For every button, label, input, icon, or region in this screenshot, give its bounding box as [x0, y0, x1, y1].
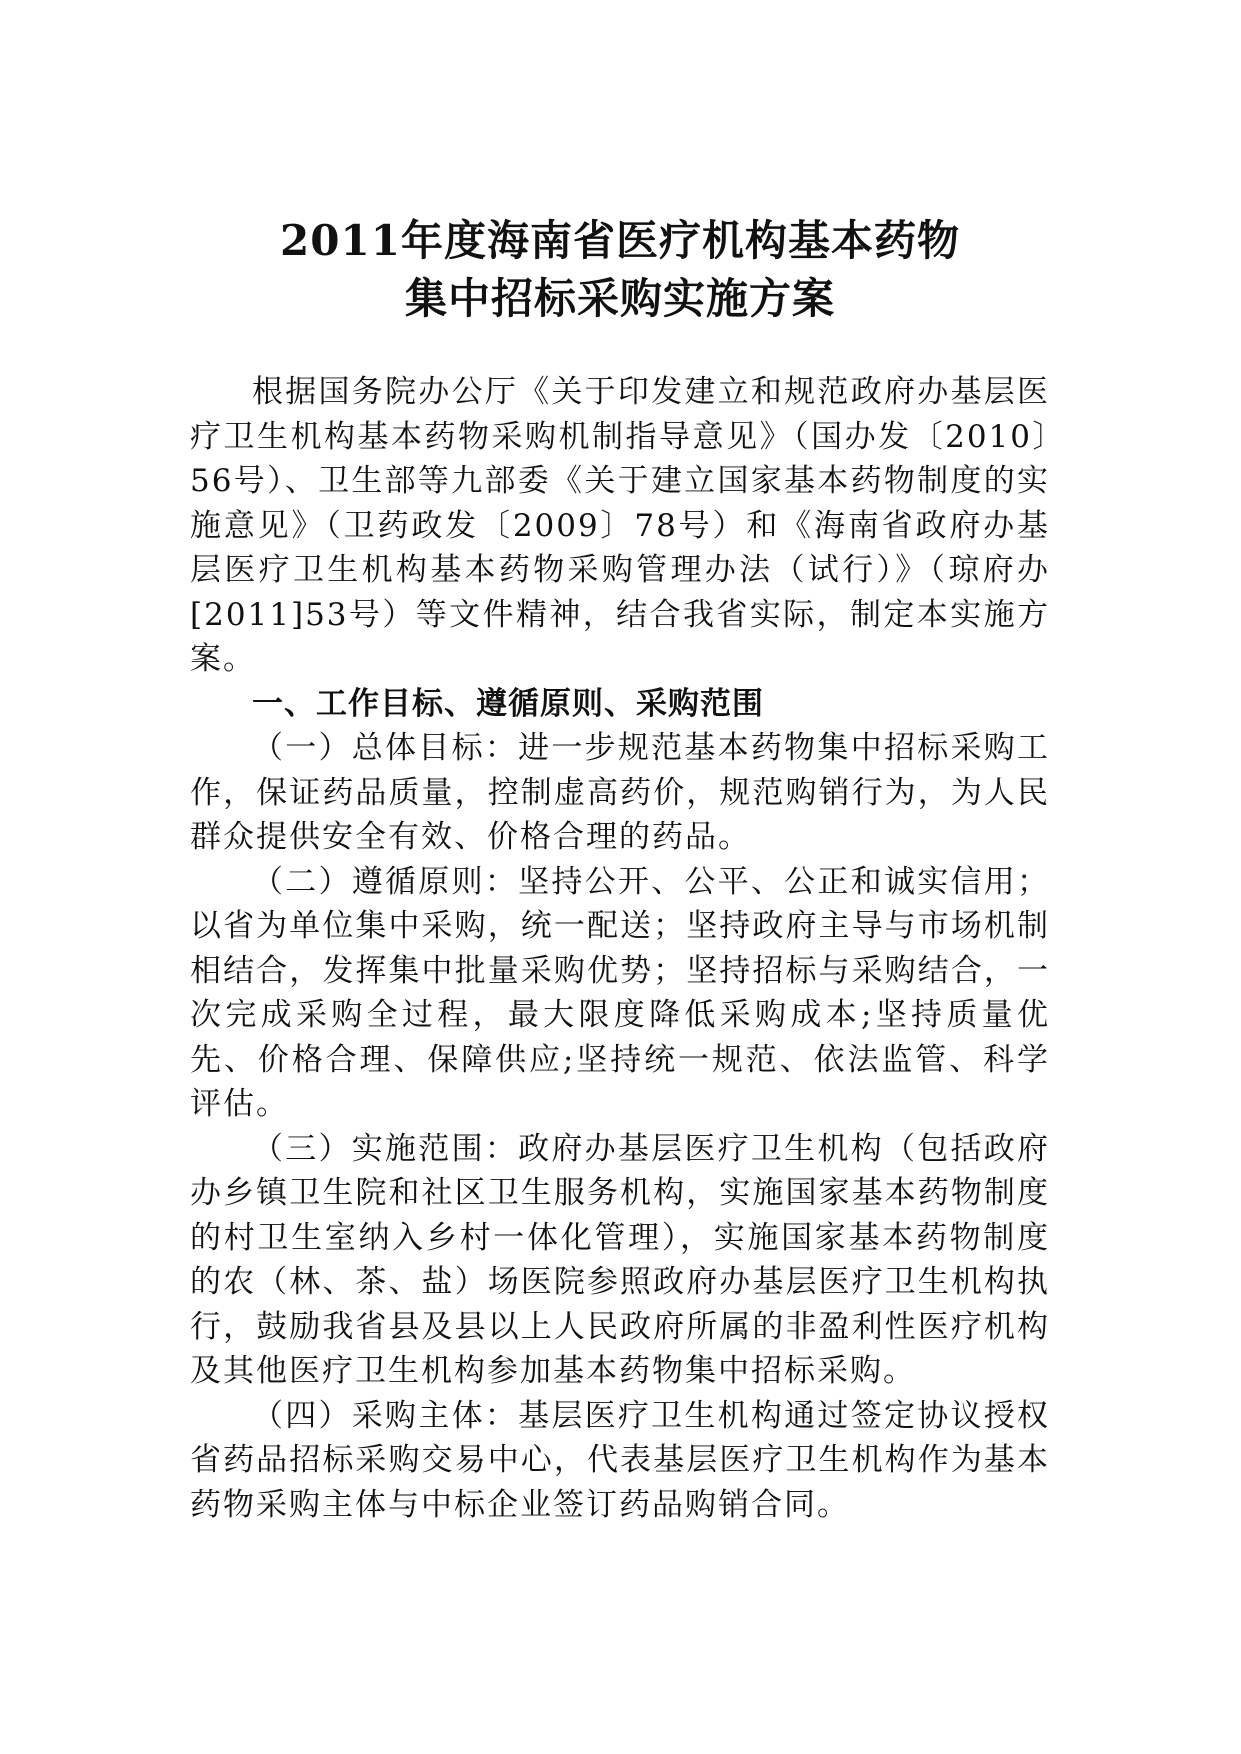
- document-title: [180, 212, 1060, 328]
- section-heading-1: 一、工作目标、遵循原则、采购范围: [252, 685, 764, 722]
- title-line-2: 集中招标采购实施方案: [404, 274, 835, 323]
- item-paragraph-1: （一）总体目标：进一步规范基本药物集中招标采购工作，保证药品质量，控制虚高药价，规范购销行为，为人民群众提供安全有效、价格合理的药品。: [190, 730, 1050, 855]
- document-body: [190, 370, 1050, 1527]
- intro-paragraph: 根据国务院办公厅《关于印发建立和规范政府办基层医疗卫生机构基本药物采购机制指导意见》（国办发〔2010〕56号）、卫生部等九部委《关于建立国家基本药物制度的实施意见》（卫药政发〔2009〕78号）和《海南省政府办基层医疗卫生机构基本药物采购管理办法（试行）》（琼府办[2011]53号）等文件精神，结合我省实际，制定本实施方案。: [190, 374, 1050, 677]
- item-paragraph-3: （三）实施范围：政府办基层医疗卫生机构（包括政府办乡镇卫生院和社区卫生服务机构，实施国家基本药物制度的村卫生室纳入乡村一体化管理），实施国家基本药物制度的农（林、茶、盐）场医院参照政府办基层医疗卫生机构执行，鼓励我省县及县以上人民政府所属的非盈利性医疗机构及其他医疗卫生机构参加基本药物集中招标采购。: [190, 1130, 1050, 1389]
- item-paragraph-4: （四）采购主体：基层医疗卫生机构通过签定协议授权省药品招标采购交易中心，代表基层医疗卫生机构作为基本药物采购主体与中标企业签订药品购销合同。: [190, 1397, 1050, 1523]
- item-paragraph-2: （二）遵循原则：坚持公开、公平、公正和诚实信用；以省为单位集中采购，统一配送；坚持政府主导与市场机制相结合，发挥集中批量采购优势；坚持招标与采购结合，一次完成采购全过程，最大限度降低采购成本;坚持质量优先、价格合理、保障供应;坚持统一规范、依法监管、科学评估。: [190, 863, 1050, 1122]
- title-line-1: 2011年度海南省医疗机构基本药物: [280, 216, 960, 265]
